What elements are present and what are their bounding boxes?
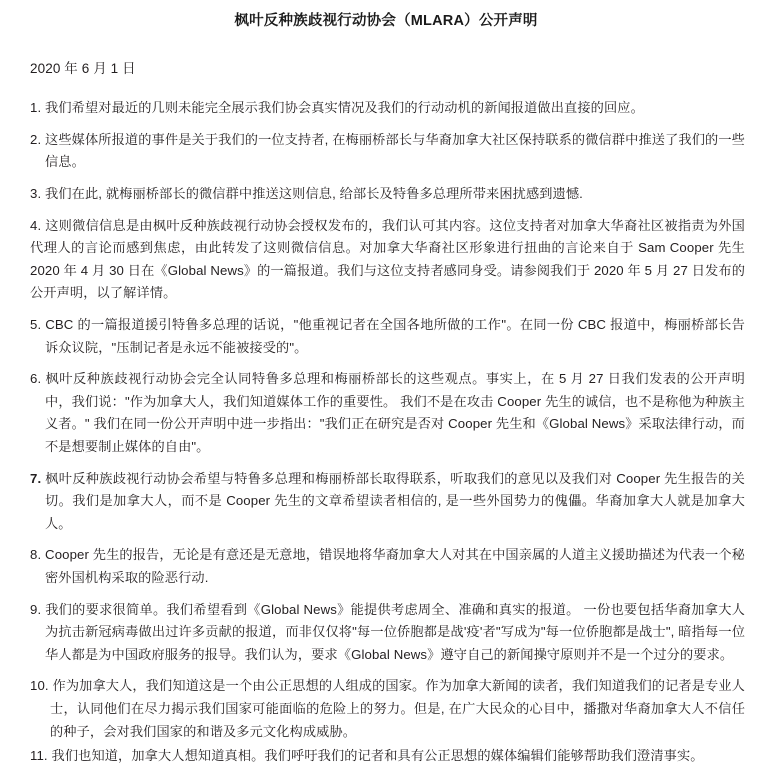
paragraph-text: 枫叶反种族歧视行动协会完全认同特鲁多总理和梅丽桥部长的这些观点。事实上，在 5 月 27 日我们发表的公开声明中，我们说："作为加拿大人，我们知道媒体工作的重要性。 我们不是在攻击 Cooper 先生的诚信，也不是称他为种族主义者。" 我们在同一份公开声明中进一步指出："我们正在研究是否对 Cooper 先生和《Global News》采取法律行动，而不是想要制止媒体的自由"。 — [45, 371, 745, 455]
paragraph-number: 11. — [30, 748, 48, 764]
paragraph-number: 7. — [30, 470, 42, 486]
paragraph-text: 枫叶反种族歧视行动协会希望与特鲁多总理和梅丽桥部长取得联系，听取我们的意见以及我们对 Cooper 先生报告的关切。我们是加拿大人，而不是 Cooper 先生的文章希望读者相信的, 是一些外国势力的傀儡。华裔加拿大人就是加拿大人。 — [45, 470, 745, 531]
paragraph-text: 这则微信信息是由枫叶反种族歧视行动协会授权发布的，我们认可其内容。这位支持者对加拿大华裔社区被指责为外国代理人的言论而感到焦虑，由此转发了这则微信信息。对加拿大华裔社区形象进行扭曲的言论来自于 Sam Cooper 先生 2020 年 4 月 30 日在《Global News》的一篇报道。我们与这位支持者感同身受。请参阅我们于 2020 年 5 月 27 日发布的公开声明，以了解详情。 — [30, 217, 745, 301]
paragraph-number: 10. — [30, 678, 49, 694]
paragraph-number: 5. — [30, 317, 42, 333]
paragraph-text: 作为加拿大人，我们知道这是一个由公正思想的人组成的国家。作为加拿大新闻的读者，我们知道我们的记者是专业人士，认同他们在尽力揭示我们国家可能面临的危险上的努力。但是, 在广大民众的心目中，播撒对华裔加拿大人不信任的种子，会对我们国家的和谐及多元文化构成威胁。 — [50, 678, 745, 739]
paragraph-text: 我们希望对最近的几则未能完全展示我们协会真实情况及我们的行动动机的新闻报道做出直接的回应。 — [45, 100, 644, 116]
paragraph-number: 9. — [30, 601, 42, 617]
paragraph-number: 1. — [30, 100, 42, 116]
statement-paragraph-7 — [30, 468, 745, 536]
statement-paragraph-8 — [30, 544, 745, 589]
paragraph-text: 我们也知道，加拿大人想知道真相。我们呼吁我们的记者和具有公正思想的媒体编辑们能够帮助我们澄清事实。 — [51, 748, 704, 764]
statement-paragraph-6 — [30, 368, 745, 458]
statement-paragraph-11 — [30, 745, 745, 768]
statement-paragraph-2 — [30, 129, 745, 174]
statement-paragraph-3 — [30, 183, 745, 206]
paragraph-number: 2. — [30, 131, 42, 147]
paragraph-text: 我们的要求很简单。我们希望看到《Global News》能提供考虑周全、准确和真实的报道。 一份也要包括华裔加拿大人为抗击新冠病毒做出过许多贡献的报道，而非仅仅将"每一位侨胞都是战'疫'者"写成为"每一位侨胞都是战士", 暗指每一位华人都是为中国政府服务的报导。我们认为，要求《Global News》遵守自己的新闻操守原则并不是一个过分的要求。 — [45, 601, 745, 662]
paragraph-number: 6. — [30, 371, 42, 387]
statement-paragraph-9 — [30, 599, 745, 667]
paragraph-text: Cooper 先生的报告，无论是有意还是无意地，错误地将华裔加拿大人对其在中国亲属的人道主义援助描述为代表一个秘密外国机构采取的险恶行动. — [45, 547, 745, 585]
statement-paragraph-4 — [30, 215, 745, 305]
statement-date: 2020 年 6 月 1 日 — [30, 61, 136, 77]
page-title: 枫叶反种族歧视行动协会（MLARA）公开声明 — [234, 13, 538, 29]
paragraph-number: 4. — [30, 217, 42, 233]
paragraph-number: 8. — [30, 547, 42, 563]
paragraph-text: 我们在此, 就梅丽桥部长的微信群中推送这则信息, 给部长及特鲁多总理所带来困扰感到遗憾. — [45, 186, 583, 202]
statement-body — [0, 97, 772, 767]
paragraph-number: 3. — [30, 186, 42, 202]
statement-paragraph-10 — [30, 675, 745, 743]
paragraph-text: CBC 的一篇报道援引特鲁多总理的话说，"他重视记者在全国各地所做的工作"。在同一份 CBC 报道中，梅丽桥部长告诉众议院，"压制记者是永远不能被接受的"。 — [45, 317, 745, 355]
statement-paragraph-1 — [30, 97, 745, 120]
paragraph-text: 这些媒体所报道的事件是关于我们的一位支持者, 在梅丽桥部长与华裔加拿大社区保持联系的微信群中推送了我们的一些信息。 — [45, 131, 745, 170]
statement-paragraph-5 — [30, 314, 745, 359]
